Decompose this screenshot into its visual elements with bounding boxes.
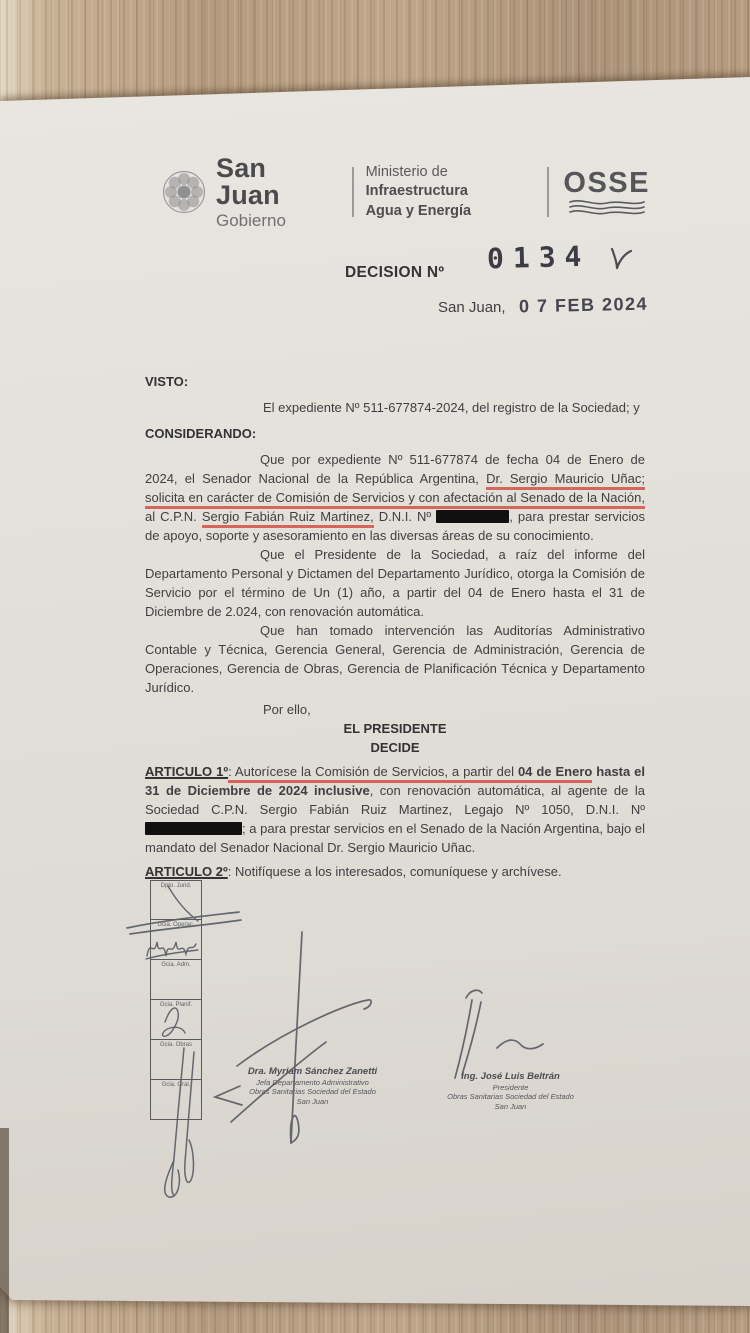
osse-logo [563, 166, 650, 216]
ministry-line2: Agua y Energía [365, 202, 472, 219]
stamp-box-1-label: Dpto. Jurid. [160, 883, 192, 889]
government-label: Gobierno [216, 210, 286, 230]
visto-text: El expediente Nº 511-677874-2024, del registro de la Sociedad; y [263, 400, 640, 415]
signer-right-role: Presidente [492, 1082, 529, 1092]
stamp-box-3-label: Gcia. Adm. [161, 962, 191, 968]
signer-left-name: Dra. Myriam Sánchez Zanetti [247, 1066, 378, 1077]
province-name: San Juan [216, 152, 280, 211]
art1-bold: hasta el 31 de Diciembre de 2024 inclusive [145, 764, 646, 798]
signer-right-org: Obras Sanitarias Sociedad del Estado [447, 1092, 574, 1102]
letterhead [160, 152, 650, 230]
stamp-box-2 [150, 920, 202, 960]
place-line: San Juan, [438, 299, 506, 316]
stamp-box-4-label: Gcia. Planif. [159, 1002, 193, 1008]
p1-seg1: Que por expediente Nº 511-677874 de fecha 04 de Enero de 2024, el Senador Nacional de la República Argentina, [145, 452, 645, 486]
osse-waves-icon [568, 198, 646, 216]
considerando-paragraph-3: Que han tomado intervención las Auditorías Administrativo Contable y Técnica, Gerencia General, Gerencia de Administración, Gerencia de Operaciones, Gerencia de Obras, Gerencia de Planificación Técnica y Departamento Jurídico. [145, 623, 645, 695]
osse-wordmark: OSSE [563, 166, 650, 199]
articulo-1 [145, 762, 645, 857]
stamp-box-4 [150, 1000, 202, 1040]
art1-bold-highlight: 04 de Enero [518, 764, 592, 783]
stamp-box-6 [150, 1080, 202, 1120]
p1-seg3: al C.P.N. [145, 509, 202, 524]
articulo-2-label: ARTICULO 2º [145, 864, 228, 879]
signature-block-left [210, 1066, 415, 1106]
signature-block-right [408, 1071, 613, 1111]
por-ello-line: Por ello, [263, 702, 311, 717]
considerando-paragraph-1 [145, 450, 645, 545]
stamp-box-5-label: Gcia. Obras [159, 1042, 192, 1048]
stamp-box-5 [150, 1040, 202, 1080]
decide-title: EL PRESIDENTE [343, 721, 447, 736]
date-stamp: 0 7 FEB 2024 [518, 293, 649, 317]
decision-number-stamp: 0134 [486, 239, 591, 276]
ministry-prefix: Ministerio de [365, 163, 448, 180]
stamp-box-2-label: Gcia. Operac. [157, 922, 195, 928]
stamp-box-3 [150, 960, 202, 1000]
p1-seg6: , para prestar servicios de apoyo, soporte y asesoramiento en las diversas áreas de su conocimiento. [145, 509, 645, 543]
art1-seg5: ; a para prestar servicios en el Senado de la Nación Argentina, bajo el mandato del Senador Nacional Dr. Sergio Mauricio Uñac. [145, 821, 645, 855]
signer-left-role: Jefa Departamento Administrativo [256, 1077, 369, 1087]
signer-left-org: Obras Sanitarias Sociedad del Estado [249, 1087, 376, 1097]
decision-number-label: DECISION Nº [345, 264, 445, 281]
signer-right-place: San Juan [494, 1101, 527, 1111]
signer-right-name: Ing. José Luis Beltrán [461, 1071, 560, 1082]
header-divider [352, 167, 354, 217]
dni-redaction-box-1 [436, 510, 509, 523]
articulo-2 [145, 862, 645, 881]
p1-highlight-1: Dr. Sergio Mauricio Uñac; solicita en carácter de Comisión de Servicios y con afectación al Senado de la Nación, [145, 471, 645, 509]
table-edge-shadow [0, 1128, 9, 1333]
routing-stamp-column [150, 880, 202, 1120]
visto-heading: VISTO: [145, 374, 189, 389]
header-divider-2 [547, 167, 549, 217]
p1-highlight-2: Sergio Fabián Ruiz Martinez, [202, 509, 374, 528]
dni-redaction-box-2 [145, 822, 242, 835]
ministry-name [366, 163, 536, 222]
ministry-bold: Infraestructura [365, 183, 468, 200]
art1-highlight: : Autorícese la Comisión de Servicios, a partir del [228, 764, 518, 783]
stamp-box-1 [150, 880, 202, 920]
stamp-box-6-label: Gcia. Gral. [161, 1082, 191, 1088]
decision-body [145, 372, 645, 881]
art2-text: : Notifíquese a los interesados, comuníquese y archívese. [227, 864, 562, 879]
considerando-heading: CONSIDERANDO: [145, 426, 257, 441]
considerando-paragraph-2: Que el Presidente de la Sociedad, a raíz del informe del Departamento Personal y Dictamen del Departamento Jurídico, otorga la Comisión de Servicio por el término de Un (1) año, a partir del 04 de Enero hasta el 31 de Diciembre de 2.024, con renovación automática. [145, 547, 645, 619]
san-juan-government-emblem-icon [160, 168, 208, 216]
decide-word: DECIDE [370, 740, 420, 755]
articulo-1-label: ARTICULO 1º [145, 764, 229, 779]
art1-seg4: , con renovación automática, al agente de la Sociedad C.P.N. Sergio Fabián Ruiz Martinez, Legajo Nº 1050, D.N.I. Nº [145, 783, 645, 817]
signer-left-place: San Juan [296, 1096, 329, 1106]
p1-seg5: D.N.I. Nº [373, 509, 437, 524]
